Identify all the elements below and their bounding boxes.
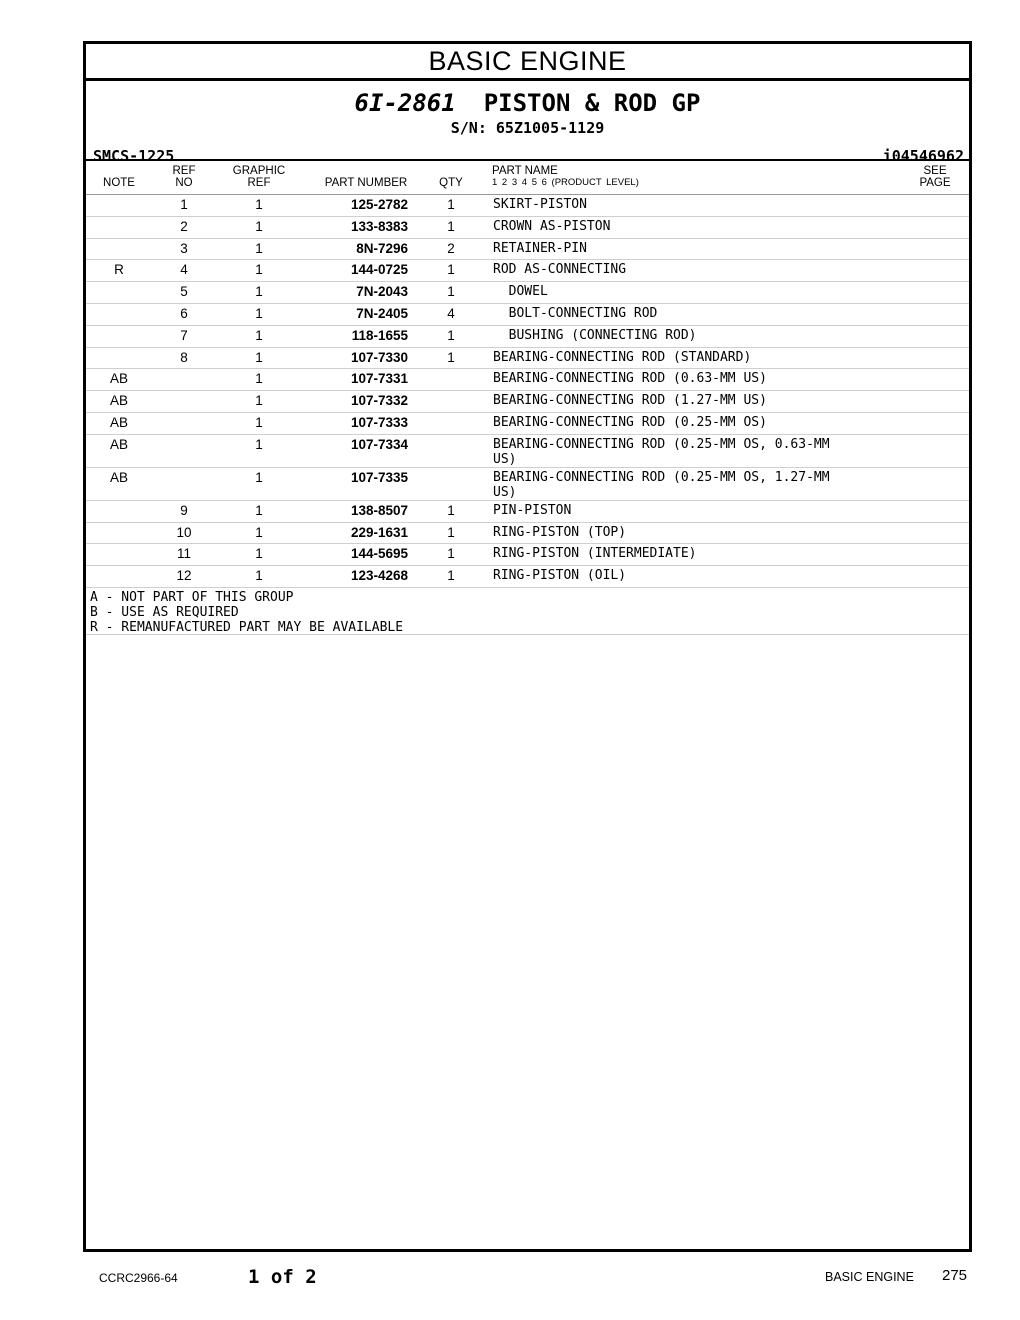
table-row (86, 501, 969, 523)
quantity: 2 (447, 240, 455, 256)
part-number: 125-2782 (350, 197, 408, 212)
page-number: 275 (942, 1267, 968, 1284)
part-number: 107-7334 (350, 436, 408, 452)
table-row (86, 326, 969, 348)
graphic-ref: 1 (255, 349, 263, 365)
part-name: SKIRT-PISTON (493, 197, 587, 212)
part-number: 107-7332 (350, 393, 408, 409)
ref-number: 2 (180, 218, 188, 234)
footer-section-name: BASIC ENGINE (825, 1270, 914, 1284)
graphic-ref: 1 (255, 393, 263, 409)
col-see-page (915, 165, 955, 189)
part-note: AB (109, 436, 128, 452)
quantity: 1 (447, 524, 455, 540)
part-name: RING-PISTON (OIL) (493, 568, 627, 584)
note-r: R - REMANUFACTURED PART MAY BE AVAILABLE (90, 619, 404, 635)
table-row (86, 260, 969, 282)
notes-legend (86, 588, 969, 635)
part-name: BEARING-CONNECTING ROD (0.25-MM OS, 0.63-MM US) (493, 436, 830, 467)
graphic-ref: 1 (255, 240, 263, 256)
col-note: NOTE (103, 177, 135, 189)
note-b: B - USE AS REQUIRED (90, 604, 239, 620)
part-number: 138-8507 (350, 502, 408, 518)
page-of-indicator: 1 of 2 (248, 1266, 317, 1288)
note-a: A - NOT PART OF THIS GROUP (90, 589, 294, 605)
graphic-ref: 1 (255, 524, 263, 540)
table-row (86, 348, 969, 370)
graphic-ref: 1 (255, 414, 263, 430)
quantity: 1 (447, 284, 455, 300)
part-name: BOLT-CONNECTING ROD (493, 305, 658, 321)
part-name: RING-PISTON (INTERMEDIATE) (493, 546, 697, 562)
quantity: 1 (447, 218, 455, 234)
table-row (86, 468, 969, 501)
document-id: CCRC2966-64 (99, 1271, 178, 1285)
table-row (86, 195, 969, 217)
quantity: 4 (447, 305, 455, 321)
col-graphic-ref (226, 165, 292, 189)
ref-number: 12 (176, 568, 192, 584)
table-row (86, 435, 969, 468)
ref-number: 1 (180, 197, 188, 212)
part-name: RETAINER-PIN (493, 240, 587, 256)
ref-number: 4 (180, 262, 188, 278)
part-number: 144-5695 (350, 546, 408, 562)
quantity: 1 (447, 197, 455, 212)
graphic-ref: 1 (255, 284, 263, 300)
part-number: 107-7330 (350, 349, 408, 365)
graphic-ref: 1 (255, 568, 263, 584)
part-number: 118-1655 (351, 327, 408, 343)
quantity: 1 (447, 502, 455, 518)
quantity: 1 (447, 327, 455, 343)
ref-number: 11 (176, 546, 191, 562)
smcs-code: SMCS-1225 (93, 147, 175, 165)
group-name: PISTON & ROD GP (483, 89, 701, 117)
graphic-ref: 1 (255, 262, 263, 278)
graphic-ref: 1 (255, 502, 263, 518)
table-row (86, 304, 969, 326)
table-row (86, 391, 969, 413)
part-note: AB (109, 469, 128, 485)
ref-number: 7 (180, 327, 188, 343)
table-row (86, 544, 969, 566)
illustration-id: i04546962 (882, 147, 964, 165)
part-name: BEARING-CONNECTING ROD (1.27-MM US) (493, 393, 767, 409)
graphic-ref: 1 (255, 436, 263, 452)
part-note: AB (109, 414, 128, 430)
group-header (86, 81, 969, 165)
part-number: 107-7333 (350, 414, 408, 430)
graphic-ref: 1 (255, 197, 263, 212)
col-qty: QTY (439, 177, 463, 189)
part-number: 229-1631 (350, 524, 408, 540)
quantity: 1 (447, 349, 455, 365)
group-number: 6I-2861 (354, 89, 456, 117)
quantity: 1 (447, 262, 455, 278)
table-row (86, 523, 969, 545)
serial-number-range: S/N: 65Z1005-1129 (450, 119, 605, 137)
table-row (86, 413, 969, 435)
col-part-number: PART NUMBER (324, 177, 408, 189)
quantity: 1 (447, 568, 455, 584)
part-name: BEARING-CONNECTING ROD (STANDARD) (493, 349, 752, 365)
part-number: 107-7331 (350, 371, 408, 387)
part-note: AB (109, 371, 128, 387)
parts-table-body (86, 195, 969, 588)
col-ref-top: REF (172, 165, 196, 177)
table-row (86, 239, 969, 261)
part-name: PIN-PISTON (493, 502, 572, 518)
graphic-ref: 1 (255, 218, 263, 234)
col-product-levels: 1 2 3 4 5 6 (PRODUCT LEVEL) (492, 177, 639, 188)
col-see-bottom: PAGE (919, 177, 951, 189)
part-name: CROWN AS-PISTON (493, 218, 611, 234)
col-see-top: SEE (923, 165, 947, 177)
part-name: RING-PISTON (TOP) (493, 524, 627, 540)
graphic-ref: 1 (255, 371, 263, 387)
col-ref-bottom: NO (175, 177, 193, 189)
col-part-name (492, 165, 639, 189)
part-name: DOWEL (493, 284, 548, 300)
graphic-ref: 1 (255, 305, 263, 321)
part-name: BEARING-CONNECTING ROD (0.25-MM OS) (493, 414, 767, 430)
part-number: 7N-2043 (356, 284, 408, 300)
part-name: BEARING-CONNECTING ROD (0.63-MM US) (493, 371, 767, 387)
part-number: 133-8383 (350, 218, 408, 234)
ref-number: 6 (180, 305, 188, 321)
table-row (86, 217, 969, 239)
part-note: AB (109, 393, 128, 409)
part-name: BUSHING (CONNECTING ROD) (493, 327, 697, 343)
part-number: 8N-7296 (356, 240, 408, 256)
section-title: BASIC ENGINE (86, 44, 969, 81)
col-ref-no (166, 165, 202, 189)
ref-number: 9 (180, 502, 188, 518)
ref-number: 8 (180, 349, 188, 365)
part-number: 107-7335 (350, 469, 408, 485)
ref-number: 5 (180, 284, 188, 300)
ref-number: 3 (180, 240, 188, 256)
part-number: 7N-2405 (356, 305, 408, 321)
table-row (86, 566, 969, 588)
table-row (86, 369, 969, 391)
part-name: BEARING-CONNECTING ROD (0.25-MM OS, 1.27-MM US) (493, 469, 830, 500)
ref-number: 10 (176, 524, 192, 540)
col-graphic-top: GRAPHIC (232, 165, 286, 177)
parts-page-frame (83, 41, 972, 1252)
table-header (86, 159, 969, 195)
part-number: 123-4268 (350, 568, 408, 584)
graphic-ref: 1 (255, 469, 263, 485)
col-graphic-bottom: REF (247, 177, 271, 189)
quantity: 1 (447, 546, 455, 562)
part-name: ROD AS-CONNECTING (493, 262, 627, 278)
col-part-name-label: PART NAME (492, 165, 558, 177)
graphic-ref: 1 (255, 327, 263, 343)
graphic-ref: 1 (255, 546, 263, 562)
table-row (86, 282, 969, 304)
group-title-line (86, 89, 969, 117)
part-number: 144-0725 (350, 262, 408, 278)
part-note: R (114, 262, 124, 278)
